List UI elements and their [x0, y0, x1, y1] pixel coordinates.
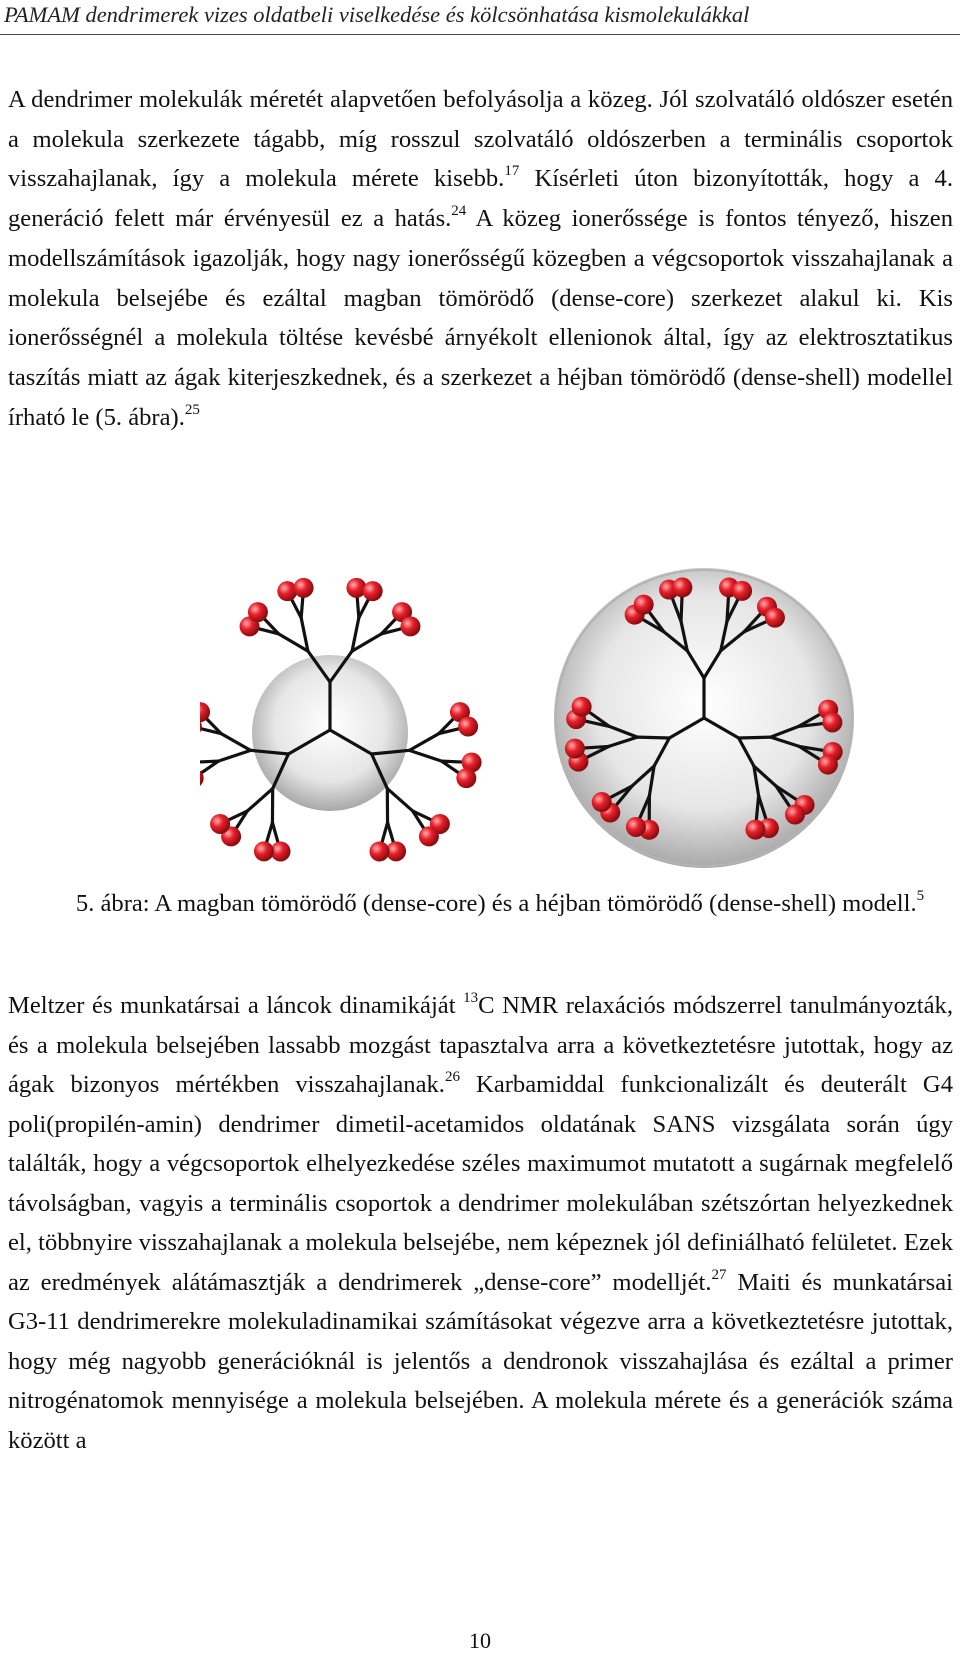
dendrimer-figure	[200, 568, 960, 878]
branch-line	[637, 737, 669, 738]
header-divider	[0, 34, 960, 35]
reference-17: 17	[504, 163, 520, 180]
running-header	[0, 0, 960, 36]
reference-26: 26	[444, 1069, 460, 1085]
caption-text: 5. ábra: A magban tömörödő (dense-core) és a héjban tömörödő (dense-shell) modell.	[75, 890, 917, 917]
end-group-ball	[565, 739, 585, 759]
caption-reference: 5	[916, 888, 925, 904]
end-group-ball	[294, 578, 314, 598]
dendrimer-models-illustration	[200, 568, 960, 878]
running-title: PAMAM dendrimerek vizes oldatbeli viselkedése és kölcsönhatása kismolekulákkal	[4, 2, 750, 27]
isotope-mass-number: 13	[463, 990, 479, 1006]
branch-line	[409, 734, 439, 751]
reference-27: 27	[711, 1266, 727, 1283]
reference-25: 25	[184, 401, 200, 418]
end-group-ball	[765, 608, 785, 628]
end-group-ball	[634, 595, 654, 615]
paragraph-2-text-c: Karbamiddal funkcionalizált és deuterált G4 poli(propilén-amin) dendrimer dimetil-acetamidos oldatának SANS vizsgálata során úgy találták, hogy a végcsoportok elhelyezkedése széles maximumot mutatott a sugárnak megfelelő távolságban, vagyis a terminális csoportok a dendrimer molekulában szétszórtan helyezkednek el, többnyire visszahajlanak a molekula belsejébe, nem képeznek jól definiálható felületet. Ezek az eredmények alátámasztják a dendrimerek „dense-core” modelljét.	[8, 1071, 953, 1296]
end-group-ball	[400, 616, 420, 636]
branch-line	[739, 737, 771, 738]
paragraph-1-text-c: A közeg ionerőssége is fontos tényező, hiszen modellszámítások igazolják, hogy nagy ionerősségű közegben a végcsoportok visszahajlanak a molekula belsejébe és ezáltal magban tömörödő (dense-core) szerkezet alakul ki. Kis ionerősségnél a molekula töltése kevésbé árnyékolt ellenionok által, így az elektrosztatikus taszítás miatt az ágak kiterjeszkednek, és a szerkezet a héjban tömörödő (dense-shell) modellel írható le (5. ábra).	[8, 205, 953, 431]
branch-line	[247, 789, 272, 812]
branch-line	[387, 789, 412, 812]
paragraph-2-text-b: C NMR relaxációs módszerrel tanulmányozták, és a molekula belsejében lassabb mozgást tapasztalva arra a következtetésre jutottak, hogy az ágak bizonyos mértékben visszahajlanak.	[8, 992, 953, 1098]
end-group-ball	[745, 820, 765, 840]
end-group-ball	[254, 841, 274, 861]
dense-shell-model	[554, 568, 854, 868]
paragraph-1-text-a: A dendrimer molekulák méretét alapvetően befolyásolja a közeg. Jól szolvatáló oldószer esetén a molekula szerkezete tágabb, míg rosszul szolvatáló oldószerben a terminális csoportok visszahajlanak, így a molekula mérete kisebb.	[8, 86, 953, 193]
end-group-ball	[626, 817, 646, 837]
end-group-ball	[458, 717, 478, 737]
page-number: 10	[469, 1628, 491, 1653]
paragraph-2-text-a: Meltzer és munkatársai a láncok dinamikáját	[8, 992, 464, 1019]
core-sphere	[252, 655, 408, 811]
end-group-ball	[818, 755, 838, 775]
end-group-ball	[822, 712, 842, 732]
figure-caption	[50, 885, 950, 923]
end-group-ball	[672, 577, 692, 597]
end-group-ball	[369, 841, 389, 861]
paragraph-2	[8, 986, 953, 1460]
end-group-ball	[248, 602, 268, 622]
end-group-ball	[456, 768, 476, 788]
end-group-ball	[419, 826, 439, 846]
end-group-ball	[592, 792, 612, 812]
end-group-ball	[732, 581, 752, 601]
paragraph-2-text-d: Maiti és munkatársai G3-11 dendrimerekre molekuladinamikai számításokat végezve arra a következtetésre jutottak, hogy még nagyobb generációknál is jelentős a dendronok visszahajlása és ezáltal a primer nitrogénatomok mennyisége a molekula belsejében. A molekula mérete és a generációk száma között a	[8, 1268, 953, 1454]
end-group-ball	[572, 697, 592, 717]
end-group-ball	[785, 805, 805, 825]
branch-line	[221, 734, 251, 751]
paragraph-1	[8, 80, 953, 437]
reference-24: 24	[451, 203, 467, 220]
dense-core-model	[200, 578, 482, 862]
branch-line	[218, 750, 250, 761]
branch-line	[409, 750, 441, 761]
end-group-ball	[363, 581, 383, 601]
end-group-ball	[210, 814, 230, 834]
branch-line	[200, 761, 218, 762]
paragraph-1-text-b: Kísérleti úton bizonyították, hogy a 4. generáció felett már érvényesül ez a hatás.	[8, 165, 953, 233]
